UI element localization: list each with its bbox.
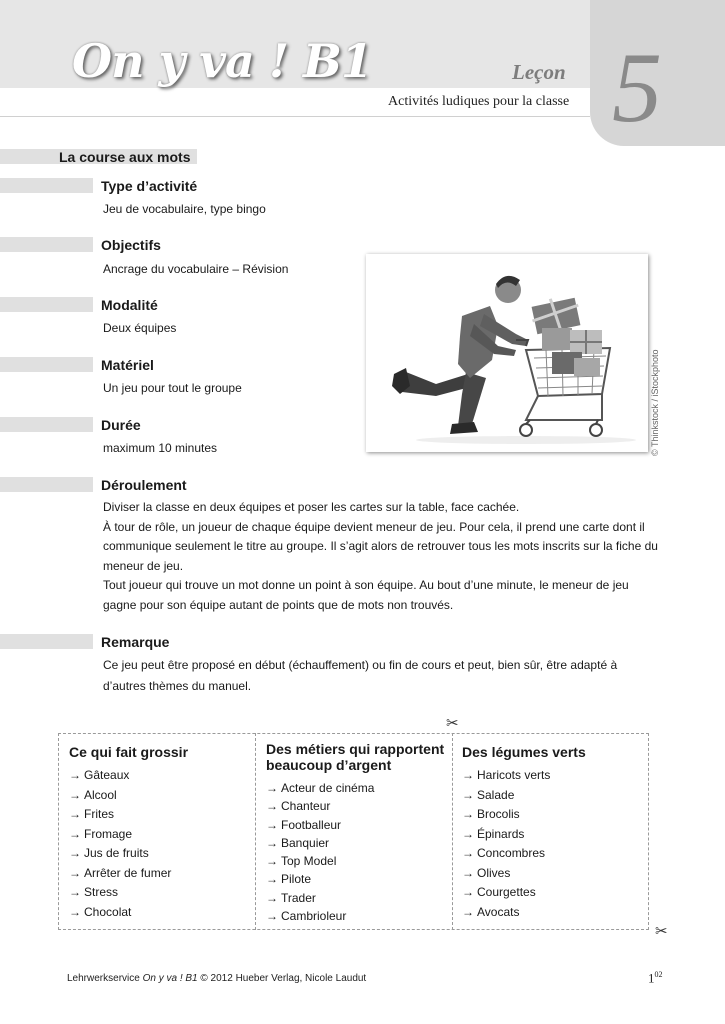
deroulement-text bbox=[103, 498, 663, 615]
list-item: → Fromage bbox=[69, 826, 133, 841]
card-title-grossir: Ce qui fait grossir bbox=[69, 744, 189, 760]
list-item: → Arrêter de fumer bbox=[69, 865, 172, 880]
arrow-icon: → bbox=[266, 781, 278, 795]
list-item: → Chanteur bbox=[266, 799, 331, 814]
arrow-icon: → bbox=[69, 865, 81, 880]
deroulement-paragraph-2: À tour de rôle, un joueur de chaque équipe devient meneur de jeu. Pour cela, il prend une carte dont il communique seulement le titre au groupe. Il s’agit alors de retrouver tous les mots inscrits sur la fiche du meneur de jeu. bbox=[103, 519, 658, 573]
section-bar bbox=[0, 634, 93, 649]
card-list-metiers bbox=[266, 779, 451, 925]
arrow-icon: → bbox=[69, 787, 81, 802]
list-item: → Brocolis bbox=[462, 807, 520, 821]
brand-title: On y va ! B1 bbox=[72, 34, 372, 88]
lesson-number: 5 bbox=[612, 32, 662, 143]
section-heading-remarque: Remarque bbox=[101, 634, 170, 650]
arrow-icon: → bbox=[266, 799, 278, 814]
section-bar bbox=[0, 357, 93, 372]
photo-man-shopping-cart bbox=[366, 254, 648, 452]
arrow-icon: → bbox=[69, 904, 81, 919]
arrow-icon: → bbox=[69, 826, 81, 841]
section-bar bbox=[0, 178, 93, 193]
arrow-icon: → bbox=[69, 885, 81, 899]
section-heading-duree: Durée bbox=[101, 417, 141, 433]
section-bar bbox=[0, 477, 93, 492]
section-text-type: Jeu de vocabulaire, type bingo bbox=[103, 202, 266, 216]
list-item: → Pilote bbox=[266, 872, 312, 887]
list-item: → Olives bbox=[462, 865, 511, 880]
deroulement-paragraph-3: Tout joueur qui trouve un mot donne un point à son équipe. Au bout d’une minute, le meneur de jeu gagne pour son équipe autant de points que de mots non trouvés. bbox=[103, 578, 629, 612]
section-bar bbox=[0, 417, 93, 432]
section-text-objectifs: Ancrage du vocabulaire – Révision bbox=[103, 262, 289, 276]
list-item: → Banquier bbox=[266, 835, 330, 850]
column-divider bbox=[255, 733, 256, 930]
page-title: La course aux mots bbox=[59, 149, 191, 165]
list-item: → Cambrioleur bbox=[266, 909, 347, 924]
list-item: → Footballeur bbox=[266, 817, 342, 832]
card-column-2 bbox=[266, 741, 451, 925]
arrow-icon: → bbox=[462, 846, 474, 860]
man-with-cart-illustration bbox=[366, 254, 648, 452]
list-item: → Courgettes bbox=[462, 885, 536, 899]
card-list-legumes bbox=[462, 766, 642, 922]
list-item: → Concombres bbox=[462, 846, 546, 860]
arrow-icon: → bbox=[69, 807, 81, 821]
list-item: → Chocolat bbox=[69, 904, 132, 919]
section-heading-materiel: Matériel bbox=[101, 357, 154, 373]
section-bar bbox=[0, 297, 93, 312]
photo-credit: © Thinkstock / iStockphoto bbox=[650, 349, 660, 456]
column-divider bbox=[452, 733, 453, 930]
list-item: → Jus de fruits bbox=[69, 846, 149, 860]
arrow-icon: → bbox=[462, 807, 474, 821]
section-text-modalite: Deux équipes bbox=[103, 321, 177, 335]
list-item: → Salade bbox=[462, 787, 515, 802]
arrow-icon: → bbox=[266, 835, 278, 850]
page-subtitle: Activités ludiques pour la classe bbox=[388, 94, 570, 109]
list-item: → Gâteaux bbox=[69, 768, 130, 782]
section-heading-type: Type d’activité bbox=[101, 178, 198, 194]
card-column-3 bbox=[462, 744, 642, 922]
card-list-grossir bbox=[69, 766, 249, 922]
list-item: → Top Model bbox=[266, 854, 337, 869]
section-heading-deroulement: Déroulement bbox=[101, 477, 187, 493]
deroulement-paragraph-1: Diviser la classe en deux équipes et poser les cartes sur la table, face cachée. bbox=[103, 500, 520, 514]
arrow-icon: → bbox=[462, 885, 474, 899]
scissors-icon: ✂ bbox=[655, 923, 668, 940]
scissors-icon: ✂ bbox=[446, 715, 459, 732]
section-bar bbox=[0, 237, 93, 252]
section-heading-modalite: Modalité bbox=[101, 297, 158, 313]
list-item: → Acteur de cinéma bbox=[266, 781, 375, 795]
arrow-icon: → bbox=[462, 904, 474, 919]
page-number: $1^{02}$ bbox=[648, 970, 663, 986]
arrow-icon: → bbox=[69, 768, 81, 782]
section-text-duree: maximum 10 minutes bbox=[103, 441, 218, 455]
list-item: → Avocats bbox=[462, 904, 520, 919]
list-item: → Alcool bbox=[69, 787, 117, 802]
card-title-metiers: Des métiers qui rapportent beaucoup d’argent bbox=[266, 741, 445, 773]
section-heading-objectifs: Objectifs bbox=[101, 237, 161, 253]
card-title-legumes: Des légumes verts bbox=[462, 744, 586, 760]
lecon-label: Leçon bbox=[512, 60, 566, 84]
list-item: → Haricots verts bbox=[462, 768, 551, 782]
arrow-icon: → bbox=[69, 846, 81, 860]
arrow-icon: → bbox=[462, 787, 474, 802]
section-text-materiel: Un jeu pour tout le groupe bbox=[103, 381, 242, 395]
list-item: → Stress bbox=[69, 885, 119, 899]
remarque-text: Ce jeu peut être proposé en début (échauffement) ou fin de cours et peut, bien sûr, être adapté à d’autres thèmes du manuel. bbox=[103, 658, 618, 693]
arrow-icon: → bbox=[266, 872, 278, 887]
list-item: → Trader bbox=[266, 890, 316, 905]
arrow-icon: → bbox=[266, 817, 278, 832]
list-item: → Épinards bbox=[462, 826, 525, 841]
card-column-1 bbox=[69, 744, 249, 922]
arrow-icon: → bbox=[266, 909, 278, 924]
arrow-icon: → bbox=[266, 854, 278, 869]
arrow-icon: → bbox=[266, 890, 278, 905]
arrow-icon: → bbox=[462, 768, 474, 782]
footer-credit: Lehrwerkservice On y va ! B1 © 2012 Hueber Verlag, Nicole Laudut bbox=[67, 973, 367, 984]
list-item: → Frites bbox=[69, 807, 114, 821]
arrow-icon: → bbox=[462, 826, 474, 841]
arrow-icon: → bbox=[462, 865, 474, 880]
